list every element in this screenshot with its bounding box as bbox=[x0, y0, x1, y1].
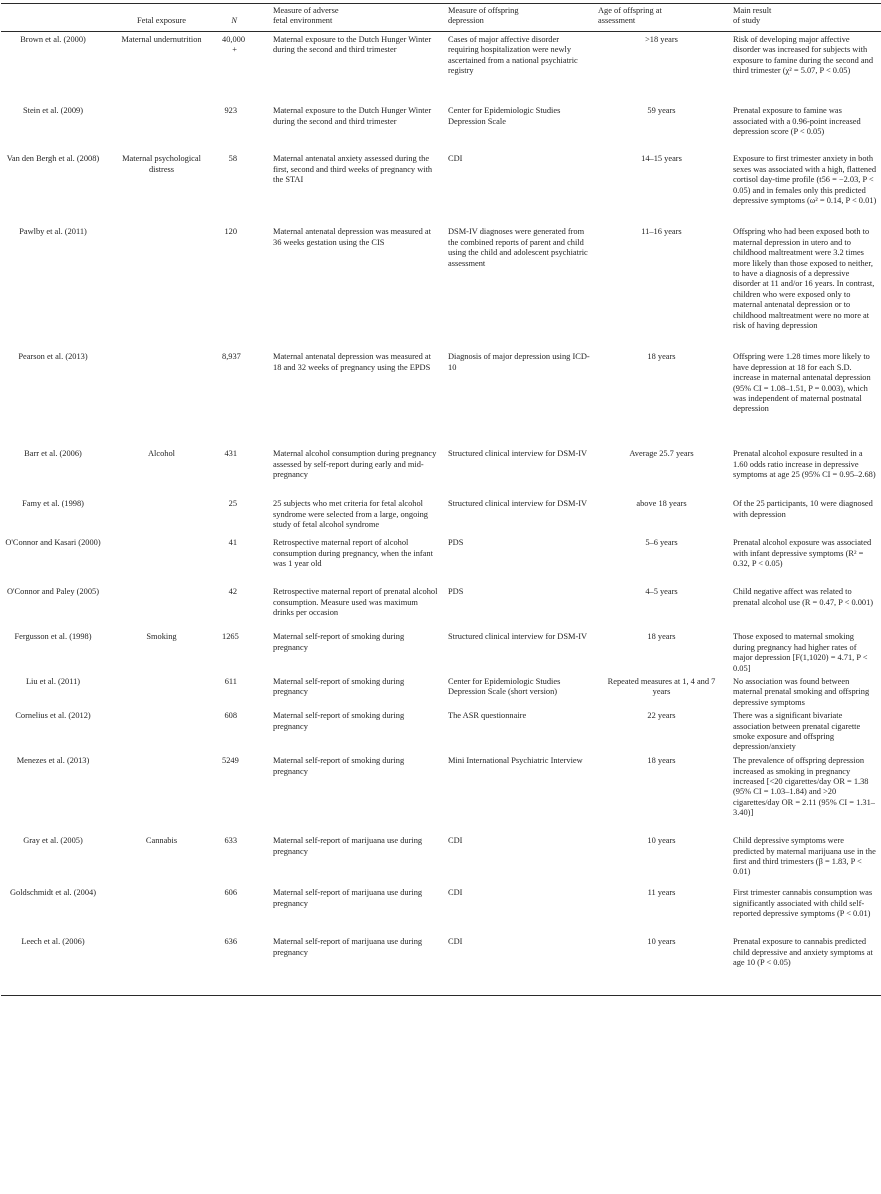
header-age-at-assessment bbox=[594, 4, 729, 32]
cell-adverse-environment: Maternal exposure to the Dutch Hunger Winter during the second and third trimester bbox=[273, 106, 432, 126]
cell-fetal-exposure bbox=[105, 535, 218, 584]
cell-offspring-depression: Diagnosis of major depression using ICD-10 bbox=[448, 352, 590, 372]
cell-age-at-assessment: 10 years bbox=[647, 836, 676, 846]
table-row bbox=[1, 885, 881, 934]
table-row bbox=[1, 535, 881, 584]
cell-adverse-environment: Maternal antenatal depression was measured at 18 and 32 weeks of pregnancy using the EPDS bbox=[273, 352, 431, 372]
table-row bbox=[1, 629, 881, 674]
cell-age-at-assessment: 11 years bbox=[647, 888, 676, 898]
cell-adverse-environment: Maternal exposure to the Dutch Hunger Winter during the second and third trimester bbox=[273, 34, 432, 55]
cell-study: Barr et al. (2006) bbox=[24, 449, 82, 459]
table-row bbox=[1, 496, 881, 535]
table-row bbox=[1, 446, 881, 496]
cell-age-at-assessment: >18 years bbox=[645, 34, 678, 44]
header-study bbox=[1, 4, 105, 32]
cell-age-at-assessment: 11–16 years bbox=[641, 227, 682, 237]
cell-main-result: Prenatal exposure to cannabis predicted child depressive and anxiety symptoms at age 10 (P < 0.05) bbox=[733, 937, 873, 967]
table-header bbox=[1, 4, 881, 32]
cell-n: 608 bbox=[224, 711, 237, 721]
cell-age-at-assessment: Repeated measures at 1, 4 and 7 years bbox=[607, 676, 716, 697]
cell-n: 633 bbox=[224, 836, 237, 846]
cell-age-at-assessment: 5–6 years bbox=[645, 538, 678, 548]
cell-fetal-exposure bbox=[105, 103, 218, 151]
cell-n: 1265 bbox=[222, 632, 239, 642]
table-row bbox=[1, 934, 881, 995]
cell-fetal-exposure bbox=[105, 349, 218, 446]
cell-study: O'Connor and Kasari (2000) bbox=[5, 538, 101, 548]
cell-main-result: First trimester cannabis consumption was significantly associated with child self-reported depressive symptoms (P < 0.01) bbox=[733, 888, 873, 918]
cell-age-at-assessment: above 18 years bbox=[636, 499, 687, 509]
cell-offspring-depression: The ASR questionnaire bbox=[448, 711, 527, 721]
header-offspring-depression-line2: depression bbox=[448, 16, 484, 26]
cell-study: Goldschmidt et al. (2004) bbox=[9, 888, 97, 898]
cell-fetal-exposure bbox=[105, 753, 218, 833]
table-row bbox=[1, 349, 881, 446]
cell-study: Liu et al. (2011) bbox=[25, 676, 81, 686]
table-row bbox=[1, 224, 881, 349]
header-adverse-environment bbox=[269, 4, 444, 32]
cell-offspring-depression: CDI bbox=[448, 937, 463, 947]
cell-fetal-exposure bbox=[105, 584, 218, 629]
table-row bbox=[1, 753, 881, 833]
cell-offspring-depression: CDI bbox=[448, 888, 463, 898]
cell-fetal-exposure bbox=[105, 496, 218, 535]
header-offspring-depression-line1: Measure of offspring bbox=[448, 6, 519, 15]
cell-offspring-depression: DSM-IV diagnoses were generated from the combined reports of parent and child using the child and adolescent psychiatric assessment bbox=[448, 227, 588, 268]
header-age-at-assessment-line1: Age of offspring at bbox=[598, 6, 662, 15]
cell-age-at-assessment: 18 years bbox=[647, 352, 676, 362]
cell-study: Menezes et al. (2013) bbox=[16, 756, 90, 766]
cell-offspring-depression: Center for Epidemiologic Studies Depression Scale (short version) bbox=[448, 676, 561, 697]
table-row bbox=[1, 674, 881, 708]
cell-n: 923 bbox=[224, 106, 237, 116]
header-fetal-exposure: Fetal exposure bbox=[136, 16, 187, 26]
cell-adverse-environment: Maternal antenatal depression was measured at 36 weeks gestation using the CIS bbox=[273, 227, 431, 247]
cell-adverse-environment: Maternal self-report of smoking during pregnancy bbox=[273, 676, 405, 697]
cell-main-result: Child depressive symptoms were predicted by maternal marijuana use in the first and third trimesters (β = 1.83, P < 0.01) bbox=[733, 836, 876, 877]
cell-age-at-assessment: 18 years bbox=[647, 632, 676, 642]
cell-adverse-environment: Retrospective maternal report of alcohol consumption during pregnancy, when the infant was 1 year old bbox=[273, 538, 433, 569]
cell-fetal-exposure: Smoking bbox=[146, 632, 177, 642]
cell-offspring-depression: PDS bbox=[448, 587, 464, 597]
cell-n: 636 bbox=[224, 937, 237, 947]
cell-study: Van den Bergh et al. (2008) bbox=[6, 154, 100, 164]
header-age-at-assessment-line2: assessment bbox=[598, 16, 636, 26]
header-row bbox=[1, 4, 881, 32]
cell-n: 40,000 + bbox=[222, 34, 246, 55]
header-main-result-line1: Main result bbox=[733, 6, 772, 15]
cell-fetal-exposure: Alcohol bbox=[148, 449, 175, 459]
header-main-result-line2: of study bbox=[733, 16, 761, 26]
cell-n: 58 bbox=[228, 154, 237, 164]
cell-study: Leech et al. (2006) bbox=[21, 937, 85, 947]
cell-adverse-environment: Retrospective maternal report of prenatal alcohol consumption. Measure used was maximum drinks per occasion bbox=[273, 587, 438, 618]
cell-main-result: Those exposed to maternal smoking during pregnancy had higher rates of major depression [F(1,1020) = 4.71, P < 0.05] bbox=[733, 632, 868, 673]
cell-adverse-environment: Maternal alcohol consumption during pregnancy assessed by self-report during early and mid-pregnancy bbox=[273, 449, 437, 480]
cell-n: 42 bbox=[228, 587, 237, 597]
cell-n: 120 bbox=[224, 227, 237, 237]
cell-offspring-depression: Structured clinical interview for DSM-IV bbox=[448, 449, 588, 459]
header-main-result bbox=[729, 4, 881, 32]
cell-study: Brown et al. (2000) bbox=[20, 34, 86, 44]
cell-age-at-assessment: 22 years bbox=[647, 711, 676, 721]
cell-fetal-exposure bbox=[105, 708, 218, 753]
cell-n: 431 bbox=[224, 449, 237, 459]
table-row bbox=[1, 103, 881, 151]
table-row bbox=[1, 584, 881, 629]
cell-fetal-exposure: Cannabis bbox=[145, 836, 178, 846]
cell-main-result: Child negative affect was related to prenatal alcohol use (R = 0.47, P < 0.001) bbox=[733, 587, 874, 607]
cell-offspring-depression: Cases of major affective disorder requiring hospitalization were newly ascertained from a national psychiatric registry bbox=[448, 34, 578, 76]
cell-study: Stein et al. (2009) bbox=[22, 106, 83, 116]
cell-offspring-depression: CDI bbox=[448, 836, 463, 846]
cell-fetal-exposure: Maternal undernutrition bbox=[121, 34, 202, 44]
cell-main-result: Offspring who had been exposed both to maternal depression in utero and to childhood maltreatment were 3.2 times more likely than those exposed to neither, to have a diagnosis of a depressive disorder at 11 and/or 16 years. In contrast, children who were exposed only to maternal antenatal depression or to childhood maltreatment were no more at risk of having depression bbox=[733, 227, 875, 330]
cell-n: 5249 bbox=[222, 756, 239, 766]
cell-main-result: Risk of developing major affective disorder was increased for subjects with exposure to famine during the second and third trimester (χ² = 5.07, P < 0.05) bbox=[733, 34, 874, 76]
cell-main-result: No association was found between maternal prenatal smoking and offspring depressive symptoms bbox=[733, 676, 870, 707]
table-row bbox=[1, 151, 881, 224]
cell-age-at-assessment: Average 25.7 years bbox=[629, 449, 694, 459]
header-adverse-environment-line1: Measure of adverse bbox=[273, 6, 339, 15]
cell-adverse-environment: 25 subjects who met criteria for fetal alcohol syndrome were selected from a large, ongoing study of fetal alcohol syndrome bbox=[273, 499, 428, 530]
cell-offspring-depression: Structured clinical interview for DSM-IV bbox=[448, 499, 588, 509]
cell-offspring-depression: Mini International Psychiatric Interview bbox=[448, 756, 583, 766]
cell-n: 41 bbox=[228, 538, 237, 548]
cell-adverse-environment: Maternal antenatal anxiety assessed during the first, second and third weeks of pregnancy with the STAI bbox=[273, 154, 433, 185]
cell-study: Famy et al. (1998) bbox=[22, 499, 84, 509]
cell-main-result: There was a significant bivariate association between prenatal cigarette smoke exposure and offspring depression/anxiety bbox=[733, 711, 861, 752]
table-row bbox=[1, 31, 881, 103]
cell-offspring-depression: Structured clinical interview for DSM-IV bbox=[448, 632, 588, 642]
cell-adverse-environment: Maternal self-report of marijuana use during pregnancy bbox=[273, 836, 423, 856]
header-offspring-depression bbox=[444, 4, 594, 32]
cell-age-at-assessment: 14–15 years bbox=[641, 154, 682, 164]
cell-study: O'Connor and Paley (2005) bbox=[7, 587, 99, 597]
cell-fetal-exposure bbox=[105, 885, 218, 934]
cell-age-at-assessment: 4–5 years bbox=[645, 587, 678, 597]
cell-main-result: Prenatal exposure to famine was associated with a 0.96-point increased depression score (P < 0.05) bbox=[733, 106, 861, 137]
cell-age-at-assessment: 10 years bbox=[647, 937, 676, 947]
cell-main-result: Prenatal alcohol exposure resulted in a 1.60 odds ratio increase in depressive symptoms at age 25 (95% CI = 0.95–2.68) bbox=[733, 449, 876, 480]
studies-table bbox=[1, 3, 881, 996]
cell-offspring-depression: Center for Epidemiologic Studies Depression Scale bbox=[448, 106, 561, 126]
cell-age-at-assessment: 18 years bbox=[647, 756, 676, 766]
cell-n: 611 bbox=[224, 676, 237, 686]
cell-study: Pearson et al. (2013) bbox=[18, 352, 88, 362]
cell-main-result: The prevalence of offspring depression increased as smoking in pregnancy increased [<20 cigarettes/day OR = 1.38 (95% CI = 1.03–1.84) and >20 cigarettes/day OR = 2.11 (95% CI = 1.31–3.40)] bbox=[733, 756, 875, 818]
cell-n: 606 bbox=[224, 888, 237, 898]
cell-main-result: Exposure to first trimester anxiety in both sexes was associated with a high, flattened cortisol day-time profile (t56 = −2.03, P < 0.05) and in females only this predicted depressive symptoms (ω² = 0.14, P < 0.01) bbox=[733, 154, 877, 205]
cell-study: Cornelius et al. (2012) bbox=[15, 711, 91, 721]
cell-adverse-environment: Maternal self-report of marijuana use during pregnancy bbox=[273, 937, 423, 957]
cell-study: Pawlby et al. (2011) bbox=[19, 227, 87, 237]
cell-main-result: Of the 25 participants, 10 were diagnosed with depression bbox=[733, 499, 873, 519]
cell-main-result: Offspring were 1.28 times more likely to have depression at 18 for each S.D. increase in maternal antenatal depression (95% CI = 1.08–1.51, P = 0.003), which was independent of maternal postnatal depression bbox=[733, 352, 871, 414]
header-adverse-environment-line2: fetal environment bbox=[273, 16, 333, 26]
cell-adverse-environment: Maternal self-report of smoking during pregnancy bbox=[273, 711, 405, 731]
cell-study: Gray et al. (2005) bbox=[23, 836, 83, 846]
cell-study: Fergusson et al. (1998) bbox=[14, 632, 92, 642]
cell-fetal-exposure bbox=[105, 934, 218, 995]
table-body bbox=[1, 31, 881, 995]
cell-offspring-depression: CDI bbox=[448, 154, 463, 164]
table-row bbox=[1, 708, 881, 753]
cell-offspring-depression: PDS bbox=[448, 538, 464, 548]
cell-adverse-environment: Maternal self-report of smoking during pregnancy bbox=[273, 756, 405, 776]
cell-adverse-environment: Maternal self-report of smoking during pregnancy bbox=[273, 632, 405, 652]
cell-fetal-exposure bbox=[105, 674, 218, 708]
cell-fetal-exposure bbox=[105, 224, 218, 349]
header-n: N bbox=[231, 16, 237, 26]
cell-n: 25 bbox=[228, 499, 237, 509]
table-row bbox=[1, 833, 881, 885]
cell-n: 8,937 bbox=[222, 352, 241, 362]
cell-fetal-exposure: Maternal psychological distress bbox=[122, 154, 201, 174]
cell-age-at-assessment: 59 years bbox=[647, 106, 676, 116]
cell-main-result: Prenatal alcohol exposure was associated with infant depressive symptoms (R² = 0.32, P < 0.05) bbox=[733, 538, 872, 569]
cell-adverse-environment: Maternal self-report of marijuana use during pregnancy bbox=[273, 888, 423, 908]
